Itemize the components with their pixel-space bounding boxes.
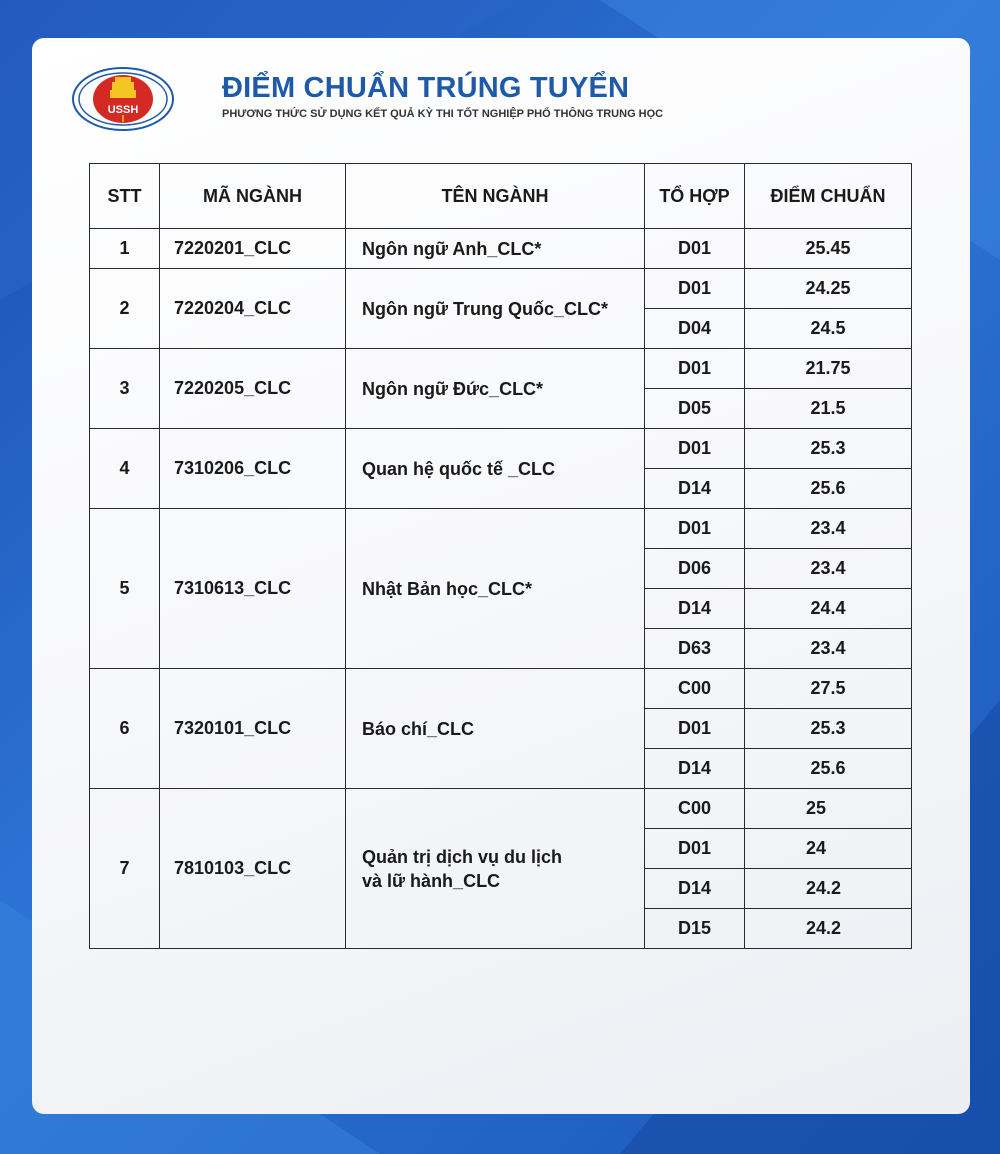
diem-chuan-cell: 21.75 <box>745 349 912 389</box>
diem-chuan-cell: 21.5 <box>745 389 912 429</box>
ten-nganh-line: và lữ hành_CLC <box>362 870 501 891</box>
to-hop-cell: D14 <box>645 749 745 789</box>
ma-nganh-cell: 7220201_CLC <box>160 229 346 269</box>
ten-nganh-line: Quản trị dịch vụ du lịch <box>362 846 563 867</box>
page-subtitle: PHƯƠNG THỨC SỬ DỤNG KẾT QUẢ KỲ THI TỐT NGHIỆP PHỔ THÔNG TRUNG HỌC <box>222 108 664 120</box>
university-logo <box>72 67 174 131</box>
to-hop-cell: D01 <box>645 269 745 309</box>
to-hop-cell: C00 <box>645 669 745 709</box>
ma-nganh-cell: 7310206_CLC <box>160 429 346 509</box>
ten-nganh-cell: Ngôn ngữ Anh_CLC* <box>346 229 645 269</box>
table-row <box>90 269 912 309</box>
diem-chuan-cell: 24.2 <box>745 869 912 909</box>
to-hop-cell: D01 <box>645 829 745 869</box>
diem-chuan-cell: 23.4 <box>745 509 912 549</box>
table-row <box>90 789 912 829</box>
ma-nganh-cell: 7220205_CLC <box>160 349 346 429</box>
to-hop-cell: D14 <box>645 869 745 909</box>
table-row <box>90 509 912 549</box>
diem-chuan-cell: 24 <box>745 829 912 869</box>
header-to-hop: TỔ HỢP <box>645 164 745 229</box>
to-hop-cell: D15 <box>645 909 745 949</box>
stt-cell: 1 <box>90 229 160 269</box>
stt-cell: 6 <box>90 669 160 789</box>
logo-text: USSH <box>107 104 139 116</box>
ma-nganh-cell: 7320101_CLC <box>160 669 346 789</box>
diem-chuan-cell: 24.5 <box>745 309 912 349</box>
to-hop-cell: D06 <box>645 549 745 589</box>
table-row <box>90 349 912 389</box>
stt-cell: 5 <box>90 509 160 669</box>
diem-chuan-cell: 24.4 <box>745 589 912 629</box>
header-diem-chuan: ĐIỂM CHUẨN <box>745 164 912 229</box>
diem-chuan-cell: 24.2 <box>745 909 912 949</box>
to-hop-cell: D63 <box>645 629 745 669</box>
table-row <box>90 429 912 469</box>
to-hop-cell: D01 <box>645 709 745 749</box>
diem-chuan-cell: 25 <box>745 789 912 829</box>
header-stt: STT <box>90 164 160 229</box>
to-hop-cell: D01 <box>645 349 745 389</box>
table-row <box>90 229 912 269</box>
diem-chuan-cell: 25.6 <box>745 749 912 789</box>
ma-nganh-cell: 7220204_CLC <box>160 269 346 349</box>
diem-chuan-cell: 25.3 <box>745 429 912 469</box>
page-title: ĐIỂM CHUẨN TRÚNG TUYỂN <box>222 72 630 104</box>
stt-cell: 3 <box>90 349 160 429</box>
ten-nganh-cell <box>346 789 645 949</box>
diem-chuan-cell: 24.25 <box>745 269 912 309</box>
diem-chuan-cell: 25.45 <box>745 229 912 269</box>
header-ten-nganh: TÊN NGÀNH <box>346 164 645 229</box>
diem-chuan-cell: 27.5 <box>745 669 912 709</box>
to-hop-cell: D14 <box>645 589 745 629</box>
ten-nganh-cell: Báo chí_CLC <box>346 669 645 789</box>
ten-nganh-cell: Nhật Bản học_CLC* <box>346 509 645 669</box>
diem-chuan-cell: 23.4 <box>745 549 912 589</box>
ma-nganh-cell: 7810103_CLC <box>160 789 346 949</box>
diem-chuan-cell: 25.3 <box>745 709 912 749</box>
diem-chuan-cell: 25.6 <box>745 469 912 509</box>
ten-nganh-cell: Ngôn ngữ Trung Quốc_CLC* <box>346 269 645 349</box>
ma-nganh-cell: 7310613_CLC <box>160 509 346 669</box>
table-header-row <box>90 164 912 229</box>
stt-cell: 2 <box>90 269 160 349</box>
to-hop-cell: D14 <box>645 469 745 509</box>
stt-cell: 4 <box>90 429 160 509</box>
stt-cell: 7 <box>90 789 160 949</box>
admission-score-table <box>89 163 912 949</box>
to-hop-cell: D04 <box>645 309 745 349</box>
header-ma-nganh: MÃ NGÀNH <box>160 164 346 229</box>
to-hop-cell: C00 <box>645 789 745 829</box>
to-hop-cell: D05 <box>645 389 745 429</box>
to-hop-cell: D01 <box>645 429 745 469</box>
to-hop-cell: D01 <box>645 229 745 269</box>
table-row <box>90 669 912 709</box>
ten-nganh-cell: Quan hệ quốc tế _CLC <box>346 429 645 509</box>
ten-nganh-cell: Ngôn ngữ Đức_CLC* <box>346 349 645 429</box>
diem-chuan-cell: 23.4 <box>745 629 912 669</box>
to-hop-cell: D01 <box>645 509 745 549</box>
